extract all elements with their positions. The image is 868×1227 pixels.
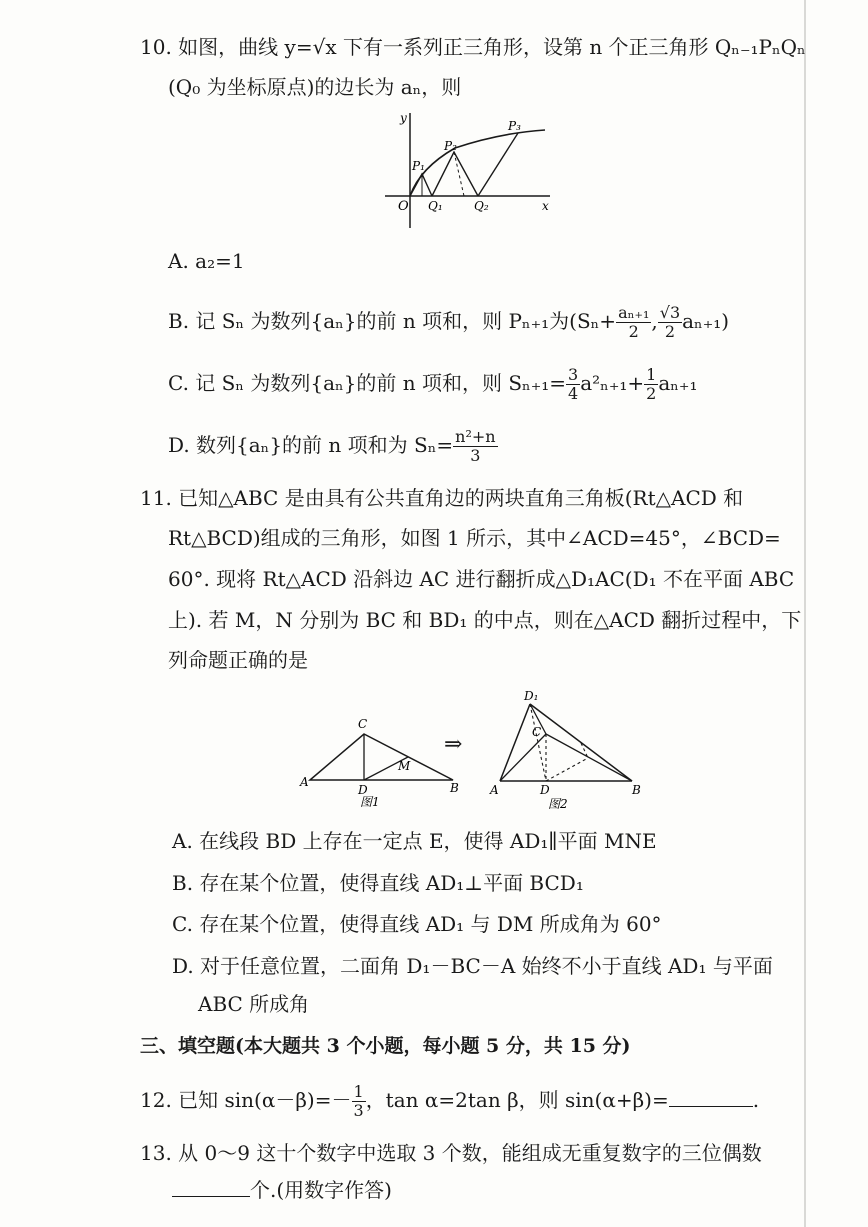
q10-stem-line2: (Q₀ 为坐标原点)的边长为 aₙ，则 [168,75,462,99]
q10-option-c-pre: C. 记 Sₙ 为数列{aₙ}的前 n 项和，则 Sₙ₊₁= [168,371,567,395]
q11-fig1-label-c: C [358,717,368,731]
q10-label-p1: P₁ [412,159,425,173]
q10-option-c-frac2-den: 2 [646,384,657,403]
q11-stem-line4: 上). 若 M，N 分别为 BC 和 BD₁ 的中点，则在△ACD 翻折过程中，下 [168,608,802,632]
q11-fig1-triangle [310,734,453,780]
q10-triangle-3-edge [478,133,518,196]
q11-fig2-label-a: A [490,783,499,797]
q10-option-b-pre: B. 记 Sₙ 为数列{aₙ}的前 n 项和，则 Pₙ₊₁为(Sₙ+ [168,309,617,333]
q10-label-p2: P₂ [444,139,457,153]
q10-label-x: x [542,199,549,213]
q11-fig2-label-c: C [532,725,542,739]
q12-frac [352,1083,366,1120]
q10-option-b-post: aₙ₊₁) [682,309,730,333]
q11-stem-line5: 列命题正确的是 [168,648,308,672]
q11-figure-2 [486,688,656,814]
q11-stem-line3: 60°. 现将 Rt△ACD 沿斜边 AC 进行翻折成△D₁AC(D₁ 不在平面 ABC [168,567,795,591]
q11-fig2-label-d1: D₁ [524,689,539,703]
q12-frac-den: 3 [353,1101,364,1120]
q13-stem-line1: 13. 从 0～9 这十个数字中选取 3 个数，能组成无重复数字的三位偶数 [140,1141,762,1165]
q10-option-a: A. a₂=1 [168,249,245,273]
q10-stem-line1: 10. 如图，曲线 y=√x 下有一系列正三角形，设第 n 个正三角形 Qₙ₋₁PₙQₙ [140,35,806,59]
q11-fig2-label-d: D [540,783,550,797]
q13-stem-line2 [172,1177,392,1203]
q10-option-d-frac-num: n²+n [455,427,496,446]
q10-option-c-frac1 [566,366,580,403]
q13-line2-text: 个.(用数字作答) [250,1178,392,1202]
q10-option-c-frac2-num: 1 [646,365,657,384]
q11-fig1-label-b: B [450,781,459,795]
q10-label-q2: Q₂ [474,199,489,213]
q11-fig2-edge-ad1 [500,704,530,781]
q10-option-b-frac1-den: 2 [628,322,639,341]
q10-option-c-post: aₙ₊₁ [658,371,698,395]
q10-option-b-frac2 [658,304,682,341]
q11-transform-arrow: ⇒ [444,732,463,757]
q12-post: ，tan α=2tan β，则 sin(α+β)= [365,1088,669,1112]
q12-answer-blank[interactable] [669,1088,753,1107]
q10-option-b-frac2-den: 2 [664,322,676,341]
q11-fig2-label-b: B [632,783,641,797]
q10-label-p3: P₃ [508,119,521,133]
q10-figure [380,108,555,233]
q11-stem-line1: 11. 已知△ABC 是由具有公共直角边的两块直角三角板(Rt△ACD 和 [140,486,744,510]
q11-fig1-label-m: M [398,759,411,773]
q10-label-y: y [400,111,407,125]
q10-option-c-frac1-den: 4 [568,384,579,403]
q10-option-c-frac1-num: 3 [568,365,579,384]
q11-fig2-caption: 图2 [548,797,568,811]
q10-label-o: O [398,199,409,214]
q10-option-d-frac [453,428,497,465]
q11-option-c: C. 存在某个位置，使得直线 AD₁ 与 DM 所成角为 60° [172,912,662,936]
q10-option-d [168,428,498,465]
q12-pre: 12. 已知 sin(α－β)=－ [140,1088,352,1112]
q13-answer-blank[interactable] [172,1178,250,1197]
q10-option-c-mid: a²ₙ₊₁+ [580,371,645,395]
q11-stem-line2: Rt△BCD)组成的三角形，如图 1 所示，其中∠ACD=45°，∠BCD= [168,526,781,550]
q11-figure-1 [298,712,468,812]
q11-fig2-edge-ac [500,734,546,781]
q11-fig1-label-a: A [300,775,309,789]
q12-end: . [752,1088,760,1112]
q10-label-q1: Q₁ [428,199,443,213]
q11-option-d-line1: D. 对于任意位置，二面角 D₁－BC－A 始终不小于直线 AD₁ 与平面 [172,954,773,978]
q10-option-d-pre: D. 数列{aₙ}的前 n 项和为 Sₙ= [168,433,454,457]
q11-fig2-dashed-dm [546,758,588,781]
q11-option-d-line2: ABC 所成角 [198,992,310,1016]
section-3-heading: 三、填空题(本大题共 3 个小题，每小题 5 分，共 15 分) [140,1035,631,1057]
q11-fig2-edge-d1b [530,704,632,781]
q10-curve [410,130,545,196]
q10-option-b-frac1-num: aₙ₊₁ [618,303,650,322]
q11-option-b: B. 存在某个位置，使得直线 AD₁⊥平面 BCD₁ [172,871,584,895]
q10-option-c [168,366,698,403]
q10-option-b-frac1 [616,304,651,341]
q10-option-b-frac2-num: √3 [659,303,681,322]
q11-fig1-label-d: D [358,783,368,797]
q10-option-d-frac-den: 3 [470,446,481,465]
q10-option-b [168,304,729,341]
q11-fig1-caption: 图1 [360,795,380,809]
q10-option-c-frac2 [644,366,658,403]
q11-option-a: A. 在线段 BD 上存在一定点 E，使得 AD₁∥平面 MNE [172,829,657,853]
q10-option-b-mid: , [651,309,658,333]
q12-stem [140,1083,759,1120]
q10-triangle-2-dashed [454,152,464,196]
q12-frac-num: 1 [353,1082,364,1101]
page-edge-shadow [804,0,806,1227]
